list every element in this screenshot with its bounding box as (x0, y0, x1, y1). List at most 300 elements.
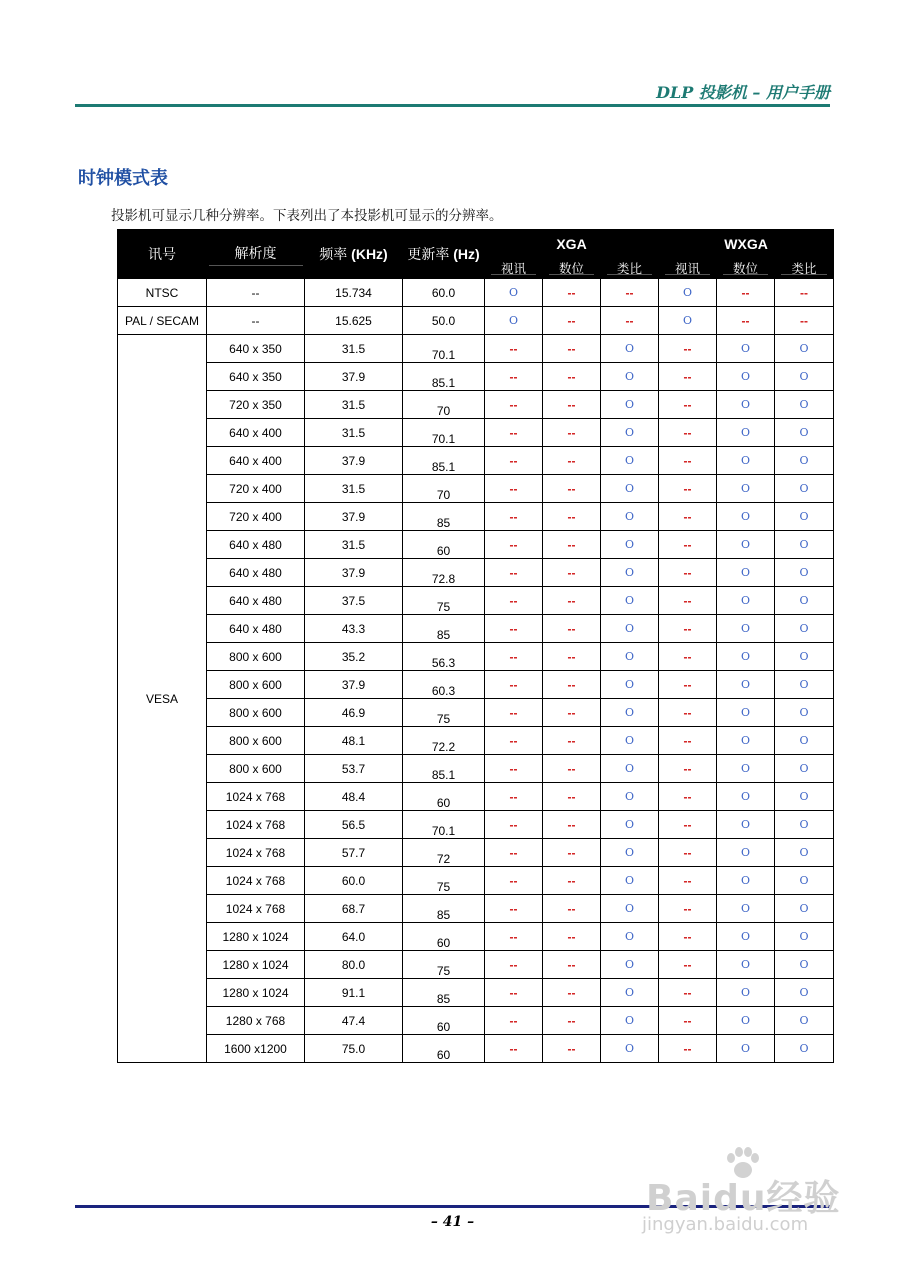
unsupported-mark: -- (485, 979, 543, 1007)
resolution-cell: 1024 x 768 (207, 783, 305, 811)
header-wxga: WXGA (659, 230, 834, 258)
unsupported-mark: -- (543, 923, 601, 951)
unsupported-mark: -- (485, 447, 543, 475)
unsupported-mark: -- (485, 615, 543, 643)
table-row (118, 447, 834, 475)
unsupported-mark: -- (485, 755, 543, 783)
header-xga-digital: 数位 (543, 258, 601, 279)
supported-mark: O (485, 307, 543, 335)
supported-mark: O (601, 783, 659, 811)
resolution-cell: 640 x 480 (207, 531, 305, 559)
unsupported-mark: -- (543, 727, 601, 755)
unsupported-mark: -- (485, 923, 543, 951)
refresh-cell: 60 (403, 531, 485, 559)
supported-mark: O (775, 615, 834, 643)
supported-mark: O (717, 503, 775, 531)
supported-mark: O (775, 475, 834, 503)
hfreq-cell: 57.7 (305, 839, 403, 867)
unsupported-mark: -- (485, 363, 543, 391)
resolution-cell: 1024 x 768 (207, 895, 305, 923)
unsupported-mark: -- (543, 419, 601, 447)
unsupported-mark: -- (543, 447, 601, 475)
supported-mark: O (601, 895, 659, 923)
refresh-cell: 85 (403, 979, 485, 1007)
watermark-brand: Baidu经验 (646, 1178, 841, 1219)
unsupported-mark: -- (543, 279, 601, 307)
supported-mark: O (659, 307, 717, 335)
supported-mark: O (717, 923, 775, 951)
supported-mark: O (717, 615, 775, 643)
unsupported-mark: -- (659, 391, 717, 419)
supported-mark: O (601, 615, 659, 643)
header-refresh: 更新率 (Hz) (403, 230, 485, 279)
resolution-cell: 1024 x 768 (207, 811, 305, 839)
supported-mark: O (717, 671, 775, 699)
supported-mark: O (775, 335, 834, 363)
unsupported-mark: -- (543, 671, 601, 699)
unsupported-mark: -- (485, 335, 543, 363)
header-resolution: 解析度 (207, 230, 305, 279)
supported-mark: O (601, 447, 659, 475)
supported-mark: O (601, 363, 659, 391)
refresh-cell: 85 (403, 615, 485, 643)
refresh-cell: 72.2 (403, 727, 485, 755)
refresh-cell: 60 (403, 1035, 485, 1063)
table-row (118, 391, 834, 419)
hfreq-cell: 64.0 (305, 923, 403, 951)
unsupported-mark: -- (485, 671, 543, 699)
resolution-cell: -- (207, 279, 305, 307)
unsupported-mark: -- (543, 615, 601, 643)
refresh-cell: 50.0 (403, 307, 485, 335)
supported-mark: O (775, 1007, 834, 1035)
supported-mark: O (775, 1035, 834, 1063)
hfreq-cell: 91.1 (305, 979, 403, 1007)
refresh-cell: 70.1 (403, 419, 485, 447)
unsupported-mark: -- (485, 839, 543, 867)
refresh-cell: 85 (403, 895, 485, 923)
unsupported-mark: -- (485, 475, 543, 503)
resolution-cell: 720 x 400 (207, 503, 305, 531)
section-title: 时钟模式表 (78, 168, 168, 189)
hfreq-cell: 37.9 (305, 363, 403, 391)
refresh-cell: 70 (403, 391, 485, 419)
supported-mark: O (601, 811, 659, 839)
hfreq-cell: 75.0 (305, 1035, 403, 1063)
supported-mark: O (775, 755, 834, 783)
unsupported-mark: -- (659, 615, 717, 643)
header-xga-analog: 类比 (601, 258, 659, 279)
unsupported-mark: -- (543, 1035, 601, 1063)
unsupported-mark: -- (543, 951, 601, 979)
signal-cell: PAL / SECAM (118, 307, 207, 335)
unsupported-mark: -- (485, 727, 543, 755)
refresh-cell: 70.1 (403, 811, 485, 839)
unsupported-mark: -- (659, 951, 717, 979)
supported-mark: O (775, 895, 834, 923)
unsupported-mark: -- (659, 1035, 717, 1063)
unsupported-mark: -- (543, 503, 601, 531)
unsupported-mark: -- (717, 307, 775, 335)
refresh-cell: 75 (403, 587, 485, 615)
resolution-cell: 800 x 600 (207, 643, 305, 671)
unsupported-mark: -- (485, 1035, 543, 1063)
unsupported-mark: -- (543, 755, 601, 783)
refresh-cell: 85 (403, 503, 485, 531)
refresh-cell: 75 (403, 699, 485, 727)
supported-mark: O (601, 699, 659, 727)
unsupported-mark: -- (485, 811, 543, 839)
unsupported-mark: -- (659, 895, 717, 923)
resolution-cell: 1600 x1200 (207, 1035, 305, 1063)
table-row (118, 699, 834, 727)
refresh-cell: 60.3 (403, 671, 485, 699)
unsupported-mark: -- (485, 951, 543, 979)
supported-mark: O (717, 699, 775, 727)
supported-mark: O (717, 391, 775, 419)
supported-mark: O (717, 559, 775, 587)
table-row (118, 867, 834, 895)
refresh-cell: 72.8 (403, 559, 485, 587)
table-row (118, 951, 834, 979)
supported-mark: O (717, 895, 775, 923)
page-number: – 41 – (430, 1214, 475, 1230)
unsupported-mark: -- (485, 419, 543, 447)
hfreq-cell: 37.5 (305, 587, 403, 615)
hfreq-cell: 37.9 (305, 559, 403, 587)
unsupported-mark: -- (659, 503, 717, 531)
resolution-cell: 800 x 600 (207, 699, 305, 727)
hfreq-cell: 37.9 (305, 503, 403, 531)
unsupported-mark: -- (543, 531, 601, 559)
refresh-cell: 60 (403, 1007, 485, 1035)
hfreq-cell: 31.5 (305, 335, 403, 363)
supported-mark: O (601, 391, 659, 419)
supported-mark: O (717, 811, 775, 839)
table-row (118, 811, 834, 839)
supported-mark: O (775, 867, 834, 895)
table-row (118, 307, 834, 335)
table-row (118, 839, 834, 867)
unsupported-mark: -- (543, 783, 601, 811)
unsupported-mark: -- (601, 279, 659, 307)
unsupported-mark: -- (775, 307, 834, 335)
table-row (118, 419, 834, 447)
unsupported-mark: -- (659, 923, 717, 951)
supported-mark: O (775, 923, 834, 951)
supported-mark: O (775, 419, 834, 447)
table-row (118, 559, 834, 587)
hfreq-cell: 56.5 (305, 811, 403, 839)
supported-mark: O (775, 587, 834, 615)
table-row (118, 503, 834, 531)
refresh-cell: 56.3 (403, 643, 485, 671)
table-header (118, 230, 834, 279)
unsupported-mark: -- (659, 335, 717, 363)
header-wxga-analog: 类比 (775, 258, 834, 279)
supported-mark: O (601, 559, 659, 587)
supported-mark: O (601, 419, 659, 447)
supported-mark: O (717, 783, 775, 811)
signal-cell: VESA (118, 335, 207, 1063)
hfreq-cell: 37.9 (305, 447, 403, 475)
supported-mark: O (775, 447, 834, 475)
intro-text: 投影机可显示几种分辨率。下表列出了本投影机可显示的分辨率。 (111, 208, 503, 224)
table-row (118, 1007, 834, 1035)
supported-mark: O (601, 727, 659, 755)
hfreq-cell: 31.5 (305, 419, 403, 447)
refresh-cell: 85.1 (403, 755, 485, 783)
resolution-cell: -- (207, 307, 305, 335)
unsupported-mark: -- (659, 783, 717, 811)
supported-mark: O (717, 447, 775, 475)
table-row (118, 923, 834, 951)
supported-mark: O (601, 951, 659, 979)
supported-mark: O (601, 475, 659, 503)
supported-mark: O (775, 727, 834, 755)
table-row (118, 475, 834, 503)
unsupported-mark: -- (485, 587, 543, 615)
unsupported-mark: -- (543, 839, 601, 867)
table-row (118, 643, 834, 671)
resolution-cell: 720 x 400 (207, 475, 305, 503)
table-row (118, 587, 834, 615)
unsupported-mark: -- (659, 447, 717, 475)
table-row (118, 615, 834, 643)
table-body (118, 279, 834, 1063)
unsupported-mark: -- (485, 391, 543, 419)
hfreq-cell: 35.2 (305, 643, 403, 671)
supported-mark: O (717, 755, 775, 783)
resolution-cell: 640 x 400 (207, 419, 305, 447)
table-row (118, 979, 834, 1007)
supported-mark: O (717, 951, 775, 979)
supported-mark: O (717, 727, 775, 755)
header-wxga-digital: 数位 (717, 258, 775, 279)
refresh-cell: 60.0 (403, 279, 485, 307)
refresh-cell: 72 (403, 839, 485, 867)
table-row (118, 363, 834, 391)
supported-mark: O (601, 839, 659, 867)
refresh-cell: 75 (403, 951, 485, 979)
unsupported-mark: -- (775, 279, 834, 307)
refresh-cell: 70 (403, 475, 485, 503)
unsupported-mark: -- (659, 867, 717, 895)
unsupported-mark: -- (543, 979, 601, 1007)
supported-mark: O (775, 391, 834, 419)
supported-mark: O (601, 1007, 659, 1035)
unsupported-mark: -- (543, 335, 601, 363)
hfreq-cell: 31.5 (305, 391, 403, 419)
hfreq-cell: 48.4 (305, 783, 403, 811)
unsupported-mark: -- (485, 559, 543, 587)
supported-mark: O (717, 419, 775, 447)
supported-mark: O (601, 587, 659, 615)
unsupported-mark: -- (543, 363, 601, 391)
hfreq-cell: 43.3 (305, 615, 403, 643)
supported-mark: O (717, 1007, 775, 1035)
hfreq-cell: 47.4 (305, 1007, 403, 1035)
supported-mark: O (601, 923, 659, 951)
unsupported-mark: -- (543, 307, 601, 335)
unsupported-mark: -- (659, 811, 717, 839)
supported-mark: O (601, 979, 659, 1007)
resolution-cell: 1280 x 1024 (207, 979, 305, 1007)
supported-mark: O (775, 363, 834, 391)
header-divider (75, 104, 830, 107)
hfreq-cell: 80.0 (305, 951, 403, 979)
table-row (118, 727, 834, 755)
unsupported-mark: -- (717, 279, 775, 307)
unsupported-mark: -- (543, 391, 601, 419)
unsupported-mark: -- (485, 643, 543, 671)
unsupported-mark: -- (485, 867, 543, 895)
resolution-cell: 800 x 600 (207, 671, 305, 699)
resolution-cell: 640 x 350 (207, 335, 305, 363)
supported-mark: O (601, 531, 659, 559)
unsupported-mark: -- (543, 867, 601, 895)
unsupported-mark: -- (543, 559, 601, 587)
table-row (118, 335, 834, 363)
supported-mark: O (775, 503, 834, 531)
supported-mark: O (775, 951, 834, 979)
resolution-cell: 640 x 400 (207, 447, 305, 475)
supported-mark: O (775, 839, 834, 867)
resolution-cell: 800 x 600 (207, 727, 305, 755)
table-row (118, 755, 834, 783)
supported-mark: O (775, 531, 834, 559)
unsupported-mark: -- (659, 419, 717, 447)
table-row (118, 783, 834, 811)
unsupported-mark: -- (659, 671, 717, 699)
supported-mark: O (717, 475, 775, 503)
hfreq-cell: 46.9 (305, 699, 403, 727)
unsupported-mark: -- (485, 1007, 543, 1035)
header-wxga-video: 视讯 (659, 258, 717, 279)
header-title: DLP 投影机 – 用户手册 (656, 83, 830, 102)
unsupported-mark: -- (485, 895, 543, 923)
hfreq-cell: 68.7 (305, 895, 403, 923)
unsupported-mark: -- (659, 727, 717, 755)
supported-mark: O (601, 503, 659, 531)
refresh-cell: 60 (403, 783, 485, 811)
timing-mode-table (117, 229, 834, 1063)
signal-cell: NTSC (118, 279, 207, 307)
resolution-cell: 640 x 480 (207, 615, 305, 643)
supported-mark: O (775, 559, 834, 587)
resolution-cell: 1280 x 1024 (207, 951, 305, 979)
unsupported-mark: -- (659, 979, 717, 1007)
unsupported-mark: -- (659, 643, 717, 671)
unsupported-mark: -- (601, 307, 659, 335)
unsupported-mark: -- (659, 531, 717, 559)
baidu-watermark (640, 1148, 850, 1248)
hfreq-cell: 53.7 (305, 755, 403, 783)
hfreq-cell: 37.9 (305, 671, 403, 699)
unsupported-mark: -- (543, 699, 601, 727)
unsupported-mark: -- (659, 363, 717, 391)
supported-mark: O (775, 643, 834, 671)
refresh-cell: 85.1 (403, 447, 485, 475)
watermark-url: jingyan.baidu.com (642, 1214, 809, 1235)
resolution-cell: 1280 x 768 (207, 1007, 305, 1035)
resolution-cell: 640 x 480 (207, 587, 305, 615)
supported-mark: O (775, 699, 834, 727)
refresh-cell: 75 (403, 867, 485, 895)
resolution-cell: 1024 x 768 (207, 867, 305, 895)
resolution-cell: 1024 x 768 (207, 839, 305, 867)
unsupported-mark: -- (659, 559, 717, 587)
supported-mark: O (717, 587, 775, 615)
resolution-cell: 640 x 350 (207, 363, 305, 391)
unsupported-mark: -- (659, 699, 717, 727)
supported-mark: O (601, 671, 659, 699)
resolution-cell: 1280 x 1024 (207, 923, 305, 951)
refresh-cell: 85.1 (403, 363, 485, 391)
supported-mark: O (717, 531, 775, 559)
hfreq-cell: 15.625 (305, 307, 403, 335)
unsupported-mark: -- (485, 531, 543, 559)
unsupported-mark: -- (659, 587, 717, 615)
unsupported-mark: -- (485, 503, 543, 531)
hfreq-cell: 48.1 (305, 727, 403, 755)
supported-mark: O (717, 867, 775, 895)
unsupported-mark: -- (543, 475, 601, 503)
supported-mark: O (717, 643, 775, 671)
hfreq-cell: 60.0 (305, 867, 403, 895)
refresh-cell: 70.1 (403, 335, 485, 363)
resolution-cell: 800 x 600 (207, 755, 305, 783)
unsupported-mark: -- (543, 811, 601, 839)
table-row (118, 671, 834, 699)
unsupported-mark: -- (543, 643, 601, 671)
header-signal: 讯号 (118, 230, 207, 279)
hfreq-cell: 31.5 (305, 475, 403, 503)
unsupported-mark: -- (543, 587, 601, 615)
table-row (118, 279, 834, 307)
supported-mark: O (659, 279, 717, 307)
resolution-cell: 640 x 480 (207, 559, 305, 587)
supported-mark: O (601, 1035, 659, 1063)
supported-mark: O (601, 643, 659, 671)
supported-mark: O (775, 783, 834, 811)
supported-mark: O (717, 979, 775, 1007)
hfreq-cell: 15.734 (305, 279, 403, 307)
supported-mark: O (717, 1035, 775, 1063)
supported-mark: O (717, 335, 775, 363)
header-hfreq: 频率 (KHz) (305, 230, 403, 279)
supported-mark: O (775, 979, 834, 1007)
unsupported-mark: -- (659, 1007, 717, 1035)
supported-mark: O (485, 279, 543, 307)
supported-mark: O (601, 755, 659, 783)
supported-mark: O (717, 839, 775, 867)
unsupported-mark: -- (543, 895, 601, 923)
supported-mark: O (601, 335, 659, 363)
table-row (118, 895, 834, 923)
table-row (118, 531, 834, 559)
unsupported-mark: -- (659, 475, 717, 503)
supported-mark: O (775, 671, 834, 699)
unsupported-mark: -- (543, 1007, 601, 1035)
unsupported-mark: -- (659, 755, 717, 783)
header-xga-video: 视讯 (485, 258, 543, 279)
supported-mark: O (717, 363, 775, 391)
header-xga: XGA (485, 230, 659, 258)
supported-mark: O (775, 811, 834, 839)
resolution-cell: 720 x 350 (207, 391, 305, 419)
table-row (118, 1035, 834, 1063)
